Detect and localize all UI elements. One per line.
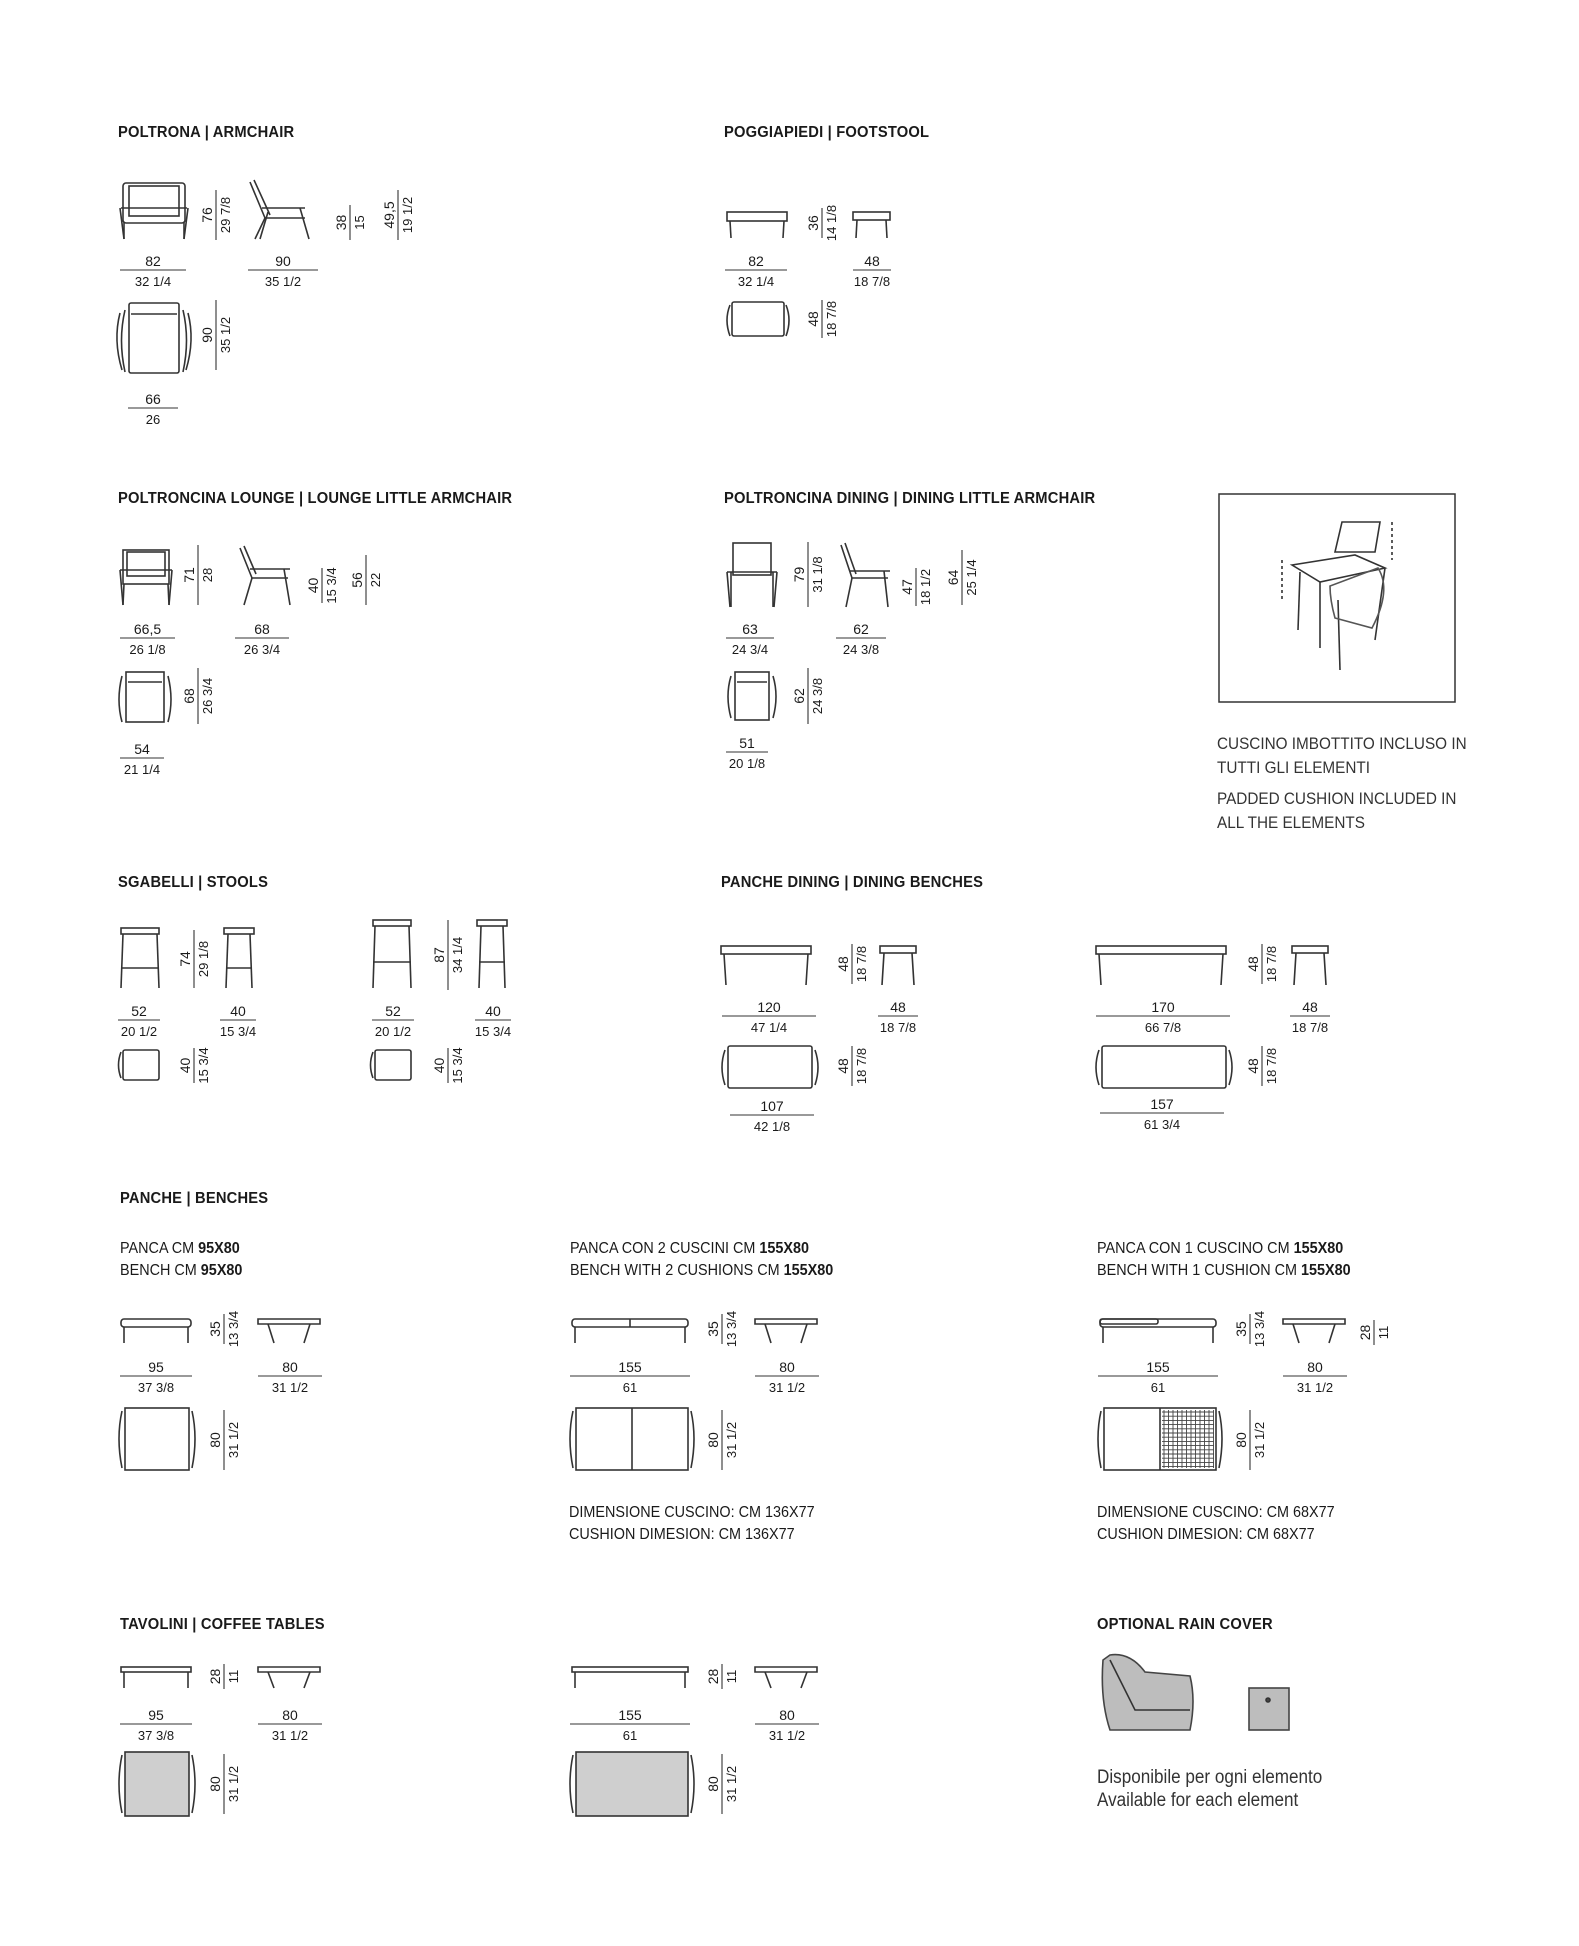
lounge-seat-dim-cm: 40 bbox=[305, 577, 321, 594]
bench2-height-dim bbox=[705, 1311, 739, 1347]
bench1-top-drawing bbox=[119, 1408, 195, 1470]
section-title-dining-benches: PANCHE DINING | DINING BENCHES bbox=[721, 874, 984, 891]
armchair-top-drawing bbox=[117, 303, 191, 373]
armchair-height-dim-in: 29 7/8 bbox=[218, 196, 233, 234]
footstool-height-dim bbox=[805, 205, 839, 241]
lounge-height-dim-cm: 71 bbox=[181, 567, 197, 583]
bench1-height-dim-in: 13 3/4 bbox=[226, 1310, 241, 1348]
bench2-top-depth-dim-in: 31 1/2 bbox=[724, 1421, 739, 1459]
armchair-width-dim bbox=[120, 253, 186, 289]
section-title-benches: PANCHE | BENCHES bbox=[120, 1190, 269, 1207]
bench3-extra-dim-cm: 28 bbox=[1357, 1324, 1373, 1341]
dining-bench1-top-depth-dim bbox=[835, 1046, 869, 1086]
dining-armchair-width-dim bbox=[726, 621, 774, 657]
bench3-height-dim-in: 13 3/4 bbox=[1252, 1310, 1267, 1348]
dining-armchair-arm-dim bbox=[945, 550, 979, 605]
stool2-top-depth-dim-in: 15 3/4 bbox=[450, 1047, 465, 1084]
bench3-depth-dim bbox=[1283, 1359, 1347, 1395]
table2-depth-dim-in: 31 1/2 bbox=[768, 1728, 806, 1743]
bench2-height-dim-in: 13 3/4 bbox=[724, 1310, 739, 1348]
table1-top-depth-dim bbox=[207, 1754, 241, 1814]
stool2-top-depth-dim bbox=[431, 1047, 465, 1083]
dining-bench1-height-dim-in: 18 7/8 bbox=[854, 945, 869, 983]
lounge-arm-dim bbox=[349, 555, 383, 605]
footstool-top-depth-dim-in: 18 7/8 bbox=[824, 300, 839, 338]
table2-width-dim-in: 61 bbox=[622, 1728, 638, 1743]
dining-bench1-depth-dim-cm: 48 bbox=[890, 999, 906, 1015]
stool1-width-dim-in: 20 1/2 bbox=[120, 1024, 158, 1039]
table1-depth-dim-cm: 80 bbox=[282, 1707, 298, 1723]
footstool-width-dim-cm: 82 bbox=[748, 253, 764, 269]
armchair-top-depth-dim-cm: 90 bbox=[199, 327, 215, 343]
dining-bench1-top-depth-dim-cm: 48 bbox=[835, 1058, 851, 1074]
dining-bench1-top-width-dim-in: 42 1/8 bbox=[753, 1119, 791, 1134]
dining-armchair-top-width-dim bbox=[726, 735, 768, 771]
armchair-arm-dim bbox=[381, 190, 415, 240]
armchair-top-width-dim-cm: 66 bbox=[145, 391, 161, 407]
bench1-height-dim-cm: 35 bbox=[207, 1321, 223, 1337]
bench2-width-dim bbox=[570, 1359, 690, 1395]
dining-bench1-width-dim bbox=[722, 999, 816, 1035]
stool2-depth-dim-cm: 40 bbox=[485, 1003, 501, 1019]
armchair-seat-dim-cm: 38 bbox=[333, 214, 349, 231]
footstool-width-dim-in: 32 1/4 bbox=[737, 274, 775, 289]
table2-width-dim bbox=[570, 1707, 690, 1743]
stool1-top-depth-dim-cm: 40 bbox=[177, 1057, 193, 1074]
table1-width-dim-cm: 95 bbox=[148, 1707, 164, 1723]
stool2-width-dim bbox=[372, 1003, 414, 1039]
armchair-top-depth-dim-in: 35 1/2 bbox=[218, 316, 233, 354]
armchair-arm-dim-in: 19 1/2 bbox=[400, 196, 415, 234]
bench3-top-depth-dim-in: 31 1/2 bbox=[1252, 1421, 1267, 1459]
table2-width-dim-cm: 155 bbox=[618, 1707, 642, 1723]
section-title-footstool: POGGIAPIEDI | FOOTSTOOL bbox=[724, 124, 930, 141]
table2-top-depth-dim bbox=[705, 1754, 739, 1814]
table1-height-dim-in: 11 bbox=[226, 1669, 241, 1684]
lounge-top-depth-dim-cm: 68 bbox=[181, 688, 197, 704]
stool2-top-drawing bbox=[371, 1050, 412, 1080]
cushion-note-it: CUSCINO IMBOTTITO INCLUSO IN TUTTI GLI ELEMENTI bbox=[1217, 734, 1467, 777]
armchair-depth-dim bbox=[248, 253, 318, 289]
lounge-width-dim bbox=[120, 621, 175, 657]
section-title-dining-armchair: POLTRONCINA DINING | DINING LITTLE ARMCHAIR bbox=[724, 490, 1096, 507]
lounge-arm-dim-in: 22 bbox=[368, 572, 383, 588]
bench3-top-depth-dim-cm: 80 bbox=[1233, 1432, 1249, 1448]
lounge-top-width-dim-in: 21 1/4 bbox=[123, 762, 161, 777]
bench1-top-depth-dim-in: 31 1/2 bbox=[226, 1421, 241, 1459]
armchair-width-dim-in: 32 1/4 bbox=[134, 274, 172, 289]
bench3-width-dim-in: 61 bbox=[1150, 1380, 1166, 1395]
armchair-top-width-dim bbox=[128, 391, 178, 427]
bench1-caption: PANCA CM 95X80 BENCH CM 95X80 bbox=[120, 1240, 243, 1279]
bench2-width-dim-cm: 155 bbox=[618, 1359, 642, 1375]
dining-armchair-width-dim-cm: 63 bbox=[742, 621, 758, 637]
cushion-note-en: PADDED CUSHION INCLUDED IN ALL THE ELEMENTS bbox=[1217, 789, 1457, 832]
stool2-height-dim-cm: 87 bbox=[431, 947, 447, 963]
lounge-front-drawing bbox=[120, 550, 172, 605]
lounge-depth-dim-in: 26 3/4 bbox=[243, 642, 281, 657]
stool1-depth-dim-cm: 40 bbox=[230, 1003, 246, 1019]
dining-bench2-top-width-dim-cm: 157 bbox=[1150, 1096, 1174, 1112]
rain-cover-drawing bbox=[1102, 1655, 1289, 1730]
armchair-top-depth-dim bbox=[199, 300, 233, 370]
stool1-width-dim-cm: 52 bbox=[131, 1003, 147, 1019]
dining-armchair-height-dim-in: 31 1/8 bbox=[810, 556, 825, 593]
lounge-top-drawing bbox=[119, 672, 171, 722]
stool2-height-dim-in: 34 1/4 bbox=[450, 936, 465, 974]
lounge-height-dim-in: 28 bbox=[200, 567, 215, 583]
dining-armchair-side-drawing bbox=[841, 543, 890, 607]
table1-depth-dim bbox=[258, 1707, 322, 1743]
stool2-height-dim bbox=[431, 920, 465, 990]
dining-bench1-depth-dim-in: 18 7/8 bbox=[879, 1020, 917, 1035]
stool1-depth-dim-in: 15 3/4 bbox=[219, 1024, 257, 1039]
dining-armchair-top-depth-dim-cm: 62 bbox=[791, 688, 807, 704]
lounge-depth-dim bbox=[235, 621, 289, 657]
footstool-depth-dim-cm: 48 bbox=[864, 253, 880, 269]
lounge-seat-dim bbox=[305, 567, 339, 603]
table1-top-depth-dim-cm: 80 bbox=[207, 1776, 223, 1792]
lounge-top-depth-dim-in: 26 3/4 bbox=[200, 677, 215, 715]
bench2-height-dim-cm: 35 bbox=[705, 1321, 721, 1337]
bench3-front-drawing bbox=[1100, 1319, 1345, 1343]
table1-depth-dim-in: 31 1/2 bbox=[271, 1728, 309, 1743]
dining-armchair-seat-dim-cm: 47 bbox=[899, 579, 915, 595]
footstool-depth-dim bbox=[853, 253, 891, 289]
section-title-coffee-tables: TAVOLINI | COFFEE TABLES bbox=[120, 1616, 325, 1633]
armchair-side-drawing bbox=[250, 180, 309, 239]
dining-bench2-depth-dim-in: 18 7/8 bbox=[1291, 1020, 1329, 1035]
dining-bench2-top-drawing bbox=[1096, 1046, 1232, 1088]
armchair-height-dim bbox=[199, 190, 233, 240]
stool1-top-drawing bbox=[119, 1050, 160, 1080]
bench2-front-drawing bbox=[572, 1319, 817, 1343]
table1-top-drawing bbox=[119, 1752, 195, 1816]
dining-bench2-height-dim-in: 18 7/8 bbox=[1264, 945, 1279, 983]
dining-bench1-top-depth-dim-in: 18 7/8 bbox=[854, 1047, 869, 1085]
stool2-width-dim-cm: 52 bbox=[385, 1003, 401, 1019]
dining-bench2-top-width-dim-in: 61 3/4 bbox=[1143, 1117, 1181, 1132]
bench1-top-depth-dim-cm: 80 bbox=[207, 1432, 223, 1448]
stool2-top-depth-dim-cm: 40 bbox=[431, 1057, 447, 1074]
cushion-illustration bbox=[1282, 522, 1392, 670]
dining-bench2-depth-dim-cm: 48 bbox=[1302, 999, 1318, 1015]
bench1-depth-dim-in: 31 1/2 bbox=[271, 1380, 309, 1395]
footstool-height-dim-in: 14 1/8 bbox=[824, 204, 839, 242]
dining-armchair-depth-dim-in: 24 3/8 bbox=[842, 642, 880, 657]
dining-armchair-top-width-dim-in: 20 1/8 bbox=[728, 756, 766, 771]
dining-armchair-top-depth-dim bbox=[791, 668, 825, 724]
lounge-width-dim-cm: 66,5 bbox=[133, 621, 162, 637]
dining-bench1-top-width-dim bbox=[730, 1098, 814, 1134]
bench3-extra-dim bbox=[1357, 1320, 1391, 1345]
lounge-top-depth-dim bbox=[181, 668, 215, 724]
dining-armchair-depth-dim-cm: 62 bbox=[853, 621, 869, 637]
footstool-top-depth-dim-cm: 48 bbox=[805, 311, 821, 327]
bench2-top-drawing bbox=[570, 1408, 694, 1470]
armchair-depth-dim-in: 35 1/2 bbox=[264, 274, 302, 289]
stool1-height-dim-cm: 74 bbox=[177, 951, 193, 967]
dining-armchair-width-dim-in: 24 3/4 bbox=[731, 642, 769, 657]
bench3-caption: PANCA CON 1 CUSCINO CM 155X80 BENCH WITH 1 CUSHION CM 155X80 bbox=[1097, 1240, 1351, 1279]
dining-bench2-depth-dim bbox=[1290, 999, 1330, 1035]
lounge-height-dim bbox=[181, 545, 215, 605]
bench3-cushion-caption: DIMENSIONE CUSCINO: CM 68X77 CUSHION DIMESION: CM 68X77 bbox=[1097, 1504, 1335, 1543]
armchair-height-dim-cm: 76 bbox=[199, 207, 215, 223]
bench1-width-dim-in: 37 3/8 bbox=[137, 1380, 175, 1395]
dining-bench1-width-dim-in: 47 1/4 bbox=[750, 1020, 788, 1035]
armchair-width-dim-cm: 82 bbox=[145, 253, 161, 269]
dining-armchair-seat-dim-in: 18 1/2 bbox=[918, 568, 933, 606]
lounge-top-width-dim-cm: 54 bbox=[134, 741, 150, 757]
dining-bench2-width-dim bbox=[1096, 999, 1230, 1035]
dining-bench1-height-dim-cm: 48 bbox=[835, 956, 851, 972]
table1-height-dim-cm: 28 bbox=[207, 1668, 223, 1685]
dining-bench2-top-width-dim bbox=[1100, 1096, 1224, 1132]
table1-top-depth-dim-in: 31 1/2 bbox=[226, 1765, 241, 1803]
dining-armchair-top-drawing bbox=[728, 672, 776, 720]
dining-bench1-top-drawing bbox=[722, 1046, 818, 1088]
dining-bench2-height-dim bbox=[1245, 944, 1279, 984]
bench1-depth-dim-cm: 80 bbox=[282, 1359, 298, 1375]
dining-bench2-width-dim-in: 66 7/8 bbox=[1144, 1020, 1182, 1035]
footstool-depth-dim-in: 18 7/8 bbox=[853, 274, 891, 289]
footstool-height-dim-cm: 36 bbox=[805, 215, 821, 231]
section-title-lounge: POLTRONCINA LOUNGE | LOUNGE LITTLE ARMCHAIR bbox=[118, 490, 513, 507]
lounge-side-drawing bbox=[240, 546, 290, 605]
bench1-top-depth-dim bbox=[207, 1410, 241, 1470]
bench3-top-depth-dim bbox=[1233, 1410, 1267, 1470]
table2-top-depth-dim-in: 31 1/2 bbox=[724, 1765, 739, 1803]
table2-top-depth-dim-cm: 80 bbox=[705, 1776, 721, 1792]
stool1-top-depth-dim bbox=[177, 1047, 211, 1083]
lounge-depth-dim-cm: 68 bbox=[254, 621, 270, 637]
footstool-top-drawing bbox=[727, 302, 789, 336]
bench3-width-dim-cm: 155 bbox=[1146, 1359, 1170, 1375]
table2-top-drawing bbox=[570, 1752, 694, 1816]
rain-cover-note: Disponibile per ogni elemento Available for each element bbox=[1097, 1767, 1323, 1811]
dining-bench1-front-drawing bbox=[721, 946, 916, 985]
bench1-width-dim bbox=[120, 1359, 192, 1395]
section-title-armchair: POLTRONA | ARMCHAIR bbox=[118, 124, 295, 141]
dining-armchair-height-dim bbox=[791, 542, 825, 607]
lounge-seat-dim-in: 15 3/4 bbox=[324, 567, 339, 604]
table1-width-dim-in: 37 3/8 bbox=[137, 1728, 175, 1743]
table2-front-drawing bbox=[572, 1667, 817, 1688]
bench2-width-dim-in: 61 bbox=[622, 1380, 638, 1395]
table1-width-dim bbox=[120, 1707, 192, 1743]
lounge-top-width-dim bbox=[120, 741, 164, 777]
stool2-width-dim-in: 20 1/2 bbox=[374, 1024, 412, 1039]
table2-depth-dim-cm: 80 bbox=[779, 1707, 795, 1723]
armchair-depth-dim-cm: 90 bbox=[275, 253, 291, 269]
lounge-width-dim-in: 26 1/8 bbox=[129, 642, 166, 657]
dining-armchair-front-drawing bbox=[727, 543, 777, 607]
stool2-depth-dim-in: 15 3/4 bbox=[474, 1024, 512, 1039]
stool1-depth-dim bbox=[220, 1003, 256, 1039]
stool1-height-dim-in: 29 1/8 bbox=[196, 940, 211, 978]
dining-bench2-width-dim-cm: 170 bbox=[1151, 999, 1175, 1015]
bench3-height-dim bbox=[1233, 1311, 1267, 1347]
dining-armchair-arm-dim-in: 25 1/4 bbox=[964, 559, 979, 596]
section-title-stools: SGABELLI | STOOLS bbox=[118, 874, 269, 891]
dining-bench2-top-depth-dim-in: 18 7/8 bbox=[1264, 1047, 1279, 1085]
table2-depth-dim bbox=[755, 1707, 819, 1743]
dining-bench2-height-dim-cm: 48 bbox=[1245, 956, 1261, 972]
bench2-depth-dim bbox=[755, 1359, 819, 1395]
stool1-height-dim bbox=[177, 930, 211, 988]
dining-armchair-seat-dim bbox=[899, 568, 933, 606]
dining-armchair-height-dim-cm: 79 bbox=[791, 566, 807, 583]
bench2-top-depth-dim-cm: 80 bbox=[705, 1432, 721, 1448]
table2-height-dim bbox=[705, 1664, 739, 1689]
bench3-woven-pattern bbox=[1162, 1410, 1214, 1468]
stool2-depth-dim bbox=[475, 1003, 511, 1039]
bench2-depth-dim-cm: 80 bbox=[779, 1359, 795, 1375]
table2-height-dim-in: 11 bbox=[724, 1669, 739, 1684]
bench3-top-drawing bbox=[1098, 1408, 1222, 1470]
bench2-cushion-caption: DIMENSIONE CUSCINO: CM 136X77 CUSHION DIMESION: CM 136X77 bbox=[569, 1504, 815, 1543]
armchair-front-drawing bbox=[120, 183, 188, 239]
bench1-height-dim bbox=[207, 1311, 241, 1347]
dining-armchair-top-depth-dim-in: 24 3/8 bbox=[810, 677, 825, 715]
footstool-top-depth-dim bbox=[805, 300, 839, 338]
dining-bench2-front-drawing bbox=[1096, 946, 1328, 985]
stool1-top-depth-dim-in: 15 3/4 bbox=[196, 1047, 211, 1084]
dining-bench1-top-width-dim-cm: 107 bbox=[760, 1098, 784, 1114]
dining-bench2-top-depth-dim-cm: 48 bbox=[1245, 1058, 1261, 1074]
stool1-width-dim bbox=[118, 1003, 160, 1039]
armchair-seat-dim bbox=[333, 205, 367, 240]
bench1-depth-dim bbox=[258, 1359, 322, 1395]
bench2-top-depth-dim bbox=[705, 1410, 739, 1470]
bench3-extra-dim-in: 11 bbox=[1376, 1325, 1391, 1340]
dining-armchair-arm-dim-cm: 64 bbox=[945, 569, 961, 586]
cushion-illustration-frame bbox=[1219, 494, 1455, 702]
dining-armchair-depth-dim bbox=[836, 621, 886, 657]
table1-height-dim bbox=[207, 1664, 241, 1689]
footstool-width-dim bbox=[725, 253, 787, 289]
dining-bench1-height-dim bbox=[835, 944, 869, 984]
dining-bench2-top-depth-dim bbox=[1245, 1046, 1279, 1086]
dining-armchair-top-width-dim-cm: 51 bbox=[739, 735, 755, 751]
bench3-depth-dim-in: 31 1/2 bbox=[1296, 1380, 1334, 1395]
section-title-rain-cover: OPTIONAL RAIN COVER bbox=[1097, 1616, 1273, 1633]
table2-height-dim-cm: 28 bbox=[705, 1668, 721, 1685]
armchair-seat-dim-in: 15 bbox=[352, 215, 367, 230]
bench2-caption: PANCA CON 2 CUSCINI CM 155X80 BENCH WITH 2 CUSHIONS CM 155X80 bbox=[570, 1240, 834, 1279]
armchair-arm-dim-cm: 49,5 bbox=[381, 201, 397, 229]
dining-bench1-width-dim-cm: 120 bbox=[757, 999, 781, 1015]
dining-bench1-depth-dim bbox=[878, 999, 918, 1035]
armchair-top-width-dim-in: 26 bbox=[145, 412, 161, 427]
bench2-depth-dim-in: 31 1/2 bbox=[768, 1380, 806, 1395]
bench3-height-dim-cm: 35 bbox=[1233, 1321, 1249, 1337]
bench3-width-dim bbox=[1098, 1359, 1218, 1395]
bench3-depth-dim-cm: 80 bbox=[1307, 1359, 1323, 1375]
bench1-width-dim-cm: 95 bbox=[148, 1359, 164, 1375]
lounge-arm-dim-cm: 56 bbox=[349, 572, 365, 588]
